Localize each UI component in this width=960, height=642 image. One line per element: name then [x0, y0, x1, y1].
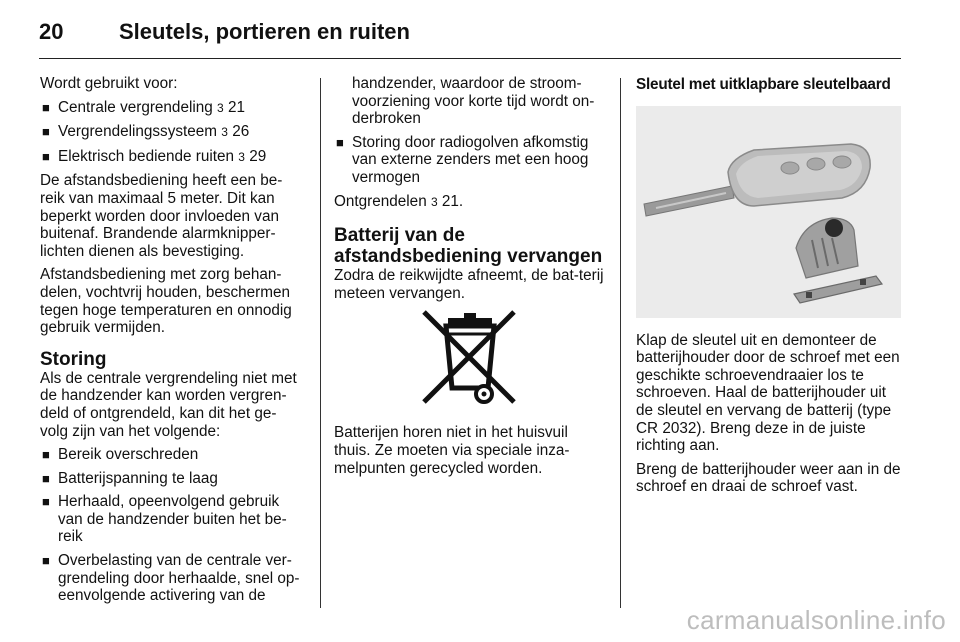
- list-item: ■ Storing door radiogolven afkomstig van externe zenders met een hoog vermogen: [336, 133, 589, 186]
- bullet-icon: ■: [42, 494, 50, 510]
- bullet-icon: ■: [42, 124, 50, 140]
- instruction-paragraph-2: Breng de batterijhouder weer aan in de schroef en draai de schroef vast.: [636, 460, 901, 496]
- battery-paragraph: Zodra de reikwijdte afneemt, de bat-terij meteen vervangen.: [334, 267, 604, 302]
- flip-key-illustration: [636, 106, 901, 318]
- list-item-continuation: handzender, waardoor de stroom-voorziening voor korte tijd wordt on-derbroken: [352, 75, 595, 128]
- page-link[interactable]: 21: [227, 98, 245, 116]
- page-number: 20: [39, 19, 64, 44]
- page-ref-arrow-icon: 3: [221, 125, 228, 140]
- page-ref-arrow-icon: 3: [217, 100, 224, 115]
- page-ref-arrow-icon: 3: [238, 149, 245, 164]
- instruction-paragraph-1: Klap de sleutel uit en demonteer de batterijhouder door de schroef met een geschikte schroevendraaier los te schroeven. Haal de batterijhouder uit de sleutel en vervang de batterij (type CR 2032). Breng deze in de juiste richting aan.: [636, 331, 900, 455]
- list-item: ■ Bereik overschreden: [42, 446, 199, 464]
- list-item: ■ Elektrisch bediende ruiten 3 29: [42, 147, 267, 165]
- page-header: [39, 14, 901, 59]
- column-right: [636, 75, 902, 502]
- column-left: [40, 75, 302, 611]
- column-divider: [320, 78, 321, 608]
- bullet-icon: ■: [42, 470, 50, 486]
- page-ref-arrow-icon: 3: [430, 194, 438, 209]
- bullet-icon: ■: [42, 99, 50, 115]
- page-link[interactable]: 29: [249, 147, 267, 165]
- chapter-title: Sleutels, portieren en ruiten: [119, 19, 410, 44]
- list-item: ■ Herhaald, opeenvolgend gebruik van de handzender buiten het be-reik: [42, 493, 287, 546]
- list-item: ■ Centrale vergrendeling 3 21: [42, 98, 245, 116]
- care-paragraph: Afstandsbediening met zorg behan-delen, vochtvrij houden, beschermen tegen hoge temperaturen en onnodig gebruik vermijden.: [40, 266, 292, 337]
- list-item: ■ Batterijspanning te laag: [42, 469, 218, 487]
- column-middle: [334, 75, 606, 483]
- watermark: carmanualsonline.info: [686, 605, 946, 635]
- page-link[interactable]: 21.: [441, 192, 464, 210]
- bullet-icon: ■: [42, 447, 50, 463]
- section-heading-storing: Storing: [40, 348, 107, 370]
- page-link[interactable]: 26: [232, 123, 250, 141]
- list-item: ■ Overbelasting van de centrale ver-grendeling door herhaalde, snel op-eenvolgende activering van de: [42, 552, 300, 605]
- section-heading-battery: Batterij van de afstandsbediening vervangen: [334, 225, 603, 268]
- list-item: ■ Vergrendelingssysteem 3 26: [42, 123, 250, 141]
- range-paragraph: De afstandsbediening heeft een be-reik van maximaal 5 meter. Dit kan beperkt worden door invloeden van buitenaf. Brandende alarmknipper-lichten dienen als bevestiging.: [40, 172, 283, 260]
- unlock-reference: Ontgrendelen 3 21.: [334, 192, 464, 210]
- column-divider: [620, 78, 621, 608]
- bullet-icon: ■: [42, 148, 50, 164]
- crossed-out-bin-icon: [418, 310, 522, 408]
- storing-paragraph: Als de centrale vergrendeling niet met de handzender kan worden vergren-deld of ontgrendeld, kan dit het ge-volg zijn van het volgende:: [40, 369, 297, 440]
- bullet-icon: ■: [42, 553, 50, 569]
- disposal-paragraph: Batterijen horen niet in het huisvuil thuis. Ze moeten via speciale inza-melpunten gerecycled worden.: [334, 424, 570, 477]
- section-heading-flip-key: Sleutel met uitklapbare sleutelbaard: [636, 76, 891, 93]
- intro-text: Wordt gebruikt voor:: [40, 75, 178, 92]
- bullet-icon: ■: [336, 134, 344, 150]
